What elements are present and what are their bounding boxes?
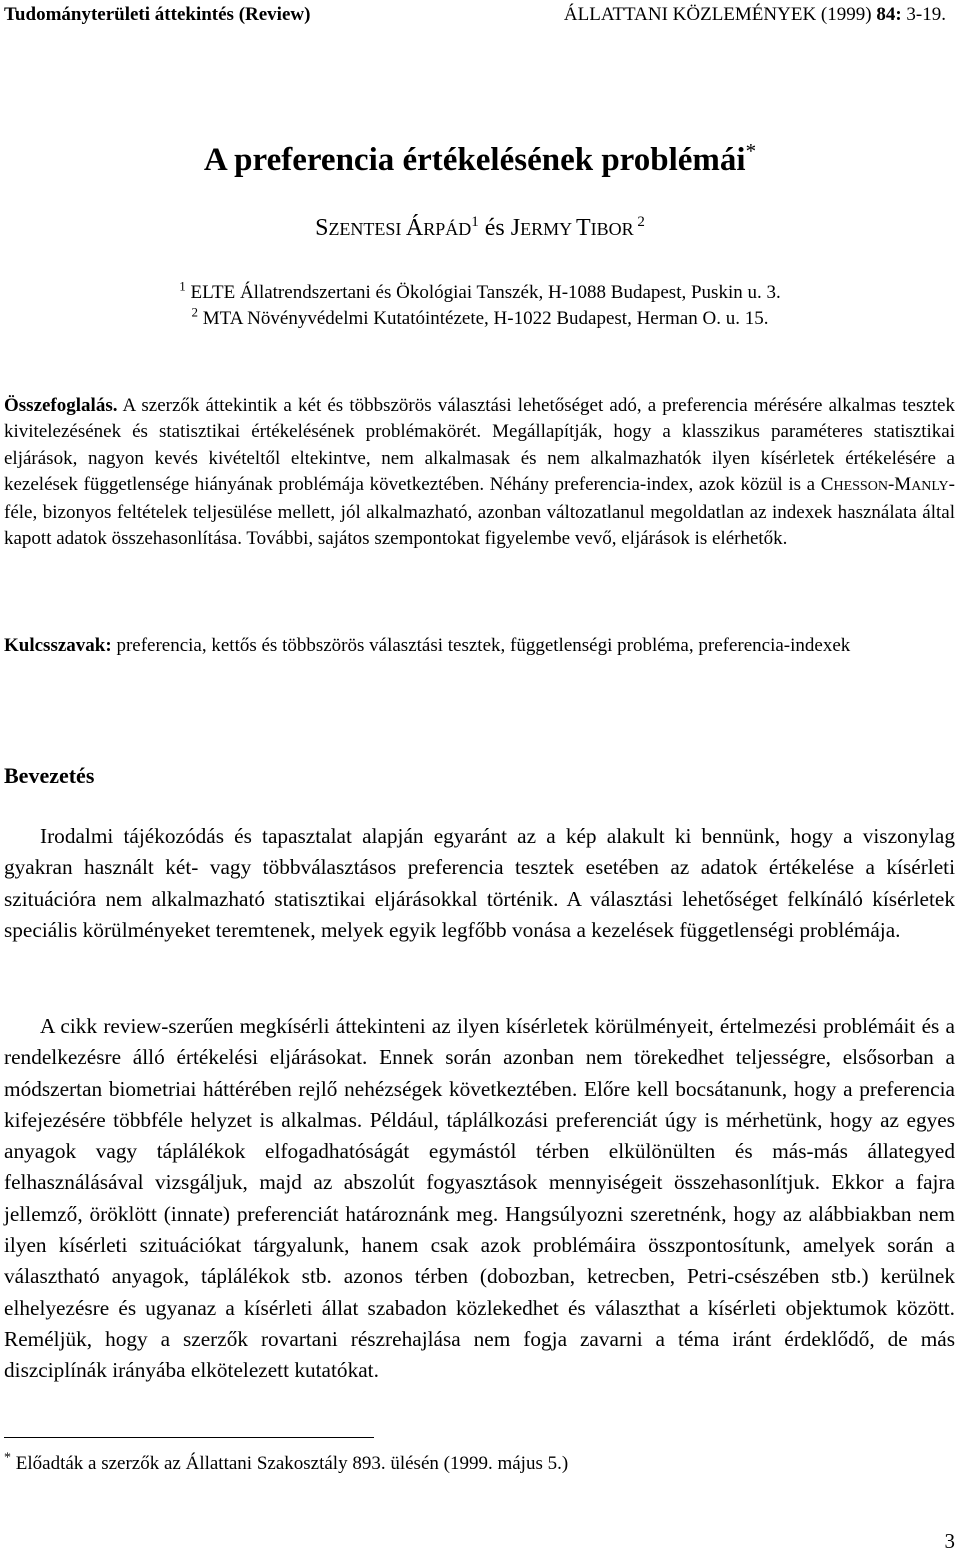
journal-name: ÁLLATTANI KÖZLEMÉNYEK (1999) bbox=[563, 4, 877, 25]
author2-surname-rest: ERMY bbox=[520, 219, 576, 239]
section-heading: Bevezetés bbox=[4, 763, 95, 788]
author2-given-rest: IBOR bbox=[590, 219, 634, 239]
journal-volume: 84: bbox=[876, 4, 902, 25]
footnote-text: Előadták a szerzők az Állattani Szakosztály 893. ülésén (1999. május 5.) bbox=[11, 1453, 569, 1474]
abstract-name-dash: - bbox=[887, 473, 895, 495]
keywords bbox=[4, 633, 955, 659]
author-conjunction: és bbox=[478, 215, 511, 241]
author2-initial: J bbox=[510, 215, 521, 241]
author1-given-rest: RPÁD bbox=[423, 219, 472, 239]
affiliation-2-marker: 2 bbox=[191, 304, 199, 320]
abstract-text-1: A szerzők áttekintik a két és többszörös választási lehetőséget adó, a preferencia mérésére alkalmas tesztek kivitelezésének és statisztikai értékelésének problémakörét. Megállapítják, hogy a klasszikus paraméteres statisztikai eljárások, nagyon kevés kivételtől eltekintve, nem alkalmasak és nem alkalmazhatók ilyen kísérletek értékelésére a kezelések függetlensége hiányának problémája következtében. Néhány preferencia-index, azok közül is a bbox=[4, 395, 955, 495]
journal-citation bbox=[564, 4, 946, 26]
article-type-label: Tudományterületi áttekintés (Review) bbox=[4, 4, 311, 25]
keywords-label: Kulcsszavak: bbox=[4, 635, 112, 656]
footnote bbox=[4, 1451, 568, 1477]
abstract-name1-rest: HESSON bbox=[833, 478, 888, 494]
keywords-text: preferencia, kettős és többszörös választási tesztek, függetlenségi probléma, preferencia-indexek bbox=[111, 635, 851, 656]
author1-surname-rest: ZENTESI bbox=[328, 219, 406, 239]
abstract-label: Összefoglalás. bbox=[4, 395, 118, 416]
affiliation-2-text: MTA Növényvédelmi Kutatóintézete, H-1022 Budapest, Herman O. u. 15. bbox=[198, 308, 769, 329]
article-title-text: A preferencia értékelésének problémái bbox=[203, 142, 746, 178]
body-paragraph-2: A cikk review-szerűen megkísérli áttekinteni az ilyen kísérletek körülményeit, értelmezési problémáit és a rendelkezésre álló értékelési eljárásokat. Ennek során azonban nem törekedhet teljességre, elsősorban a módszertan biometriai háttérében rejlő nehézségek következtében. Előre kell bocsátanunk, hogy a preferencia kifejezésére többféle helyzet is alkalmas. Például, táplálkozási preferenciát úgy is mérhetünk, hogy az egyes anyagok vagy táplálékok elfogadhatóságát egymástól térben elkülönülten és más-más állategyed felhasználásával vizsgáljuk, majd az abszolút fogyasztások mennyiségeit összehasonlítjuk. Ekkor a fajra jellemző, öröklött (innate) preferenciát határoznánk meg. Hangsúlyozni szeretnénk, hogy az alábbiakban nem ilyen kísérleti szituációkat tárgyalunk, hanem csak azok problémáira összpontosítunk, amelyek során a választható anyagok, táplálékok stb. azonos térben (dobozban, ketrecben, Petri-csészében stb.) kerülnek elhelyezésre és ugyanaz a kísérleti állat szabadon közlekedhet és választhat a kísérleti objektumok között. Reméljük, hogy a szerzők rovartani részrehajlása nem fogja zavarni a téma iránt érdeklődő, de más diszciplínák irányába elkötelezett kutatókat. bbox=[4, 1014, 955, 1383]
running-header bbox=[4, 4, 946, 26]
author1-given-initial: Á bbox=[405, 215, 424, 241]
article-title bbox=[0, 140, 960, 180]
footnote-marker: * bbox=[4, 1450, 11, 1466]
abstract bbox=[4, 393, 955, 553]
author2-affiliation-marker: 2 bbox=[633, 214, 645, 230]
title-footnote-marker: * bbox=[745, 139, 757, 163]
affiliation-2 bbox=[0, 304, 960, 331]
footnote-rule bbox=[4, 1437, 374, 1438]
affiliation-1-marker: 1 bbox=[179, 278, 186, 294]
abstract-name1-initial: C bbox=[820, 473, 834, 495]
page-number: 3 bbox=[944, 1529, 955, 1553]
journal-pages: 3-19. bbox=[901, 4, 946, 25]
author-line bbox=[0, 213, 960, 244]
abstract-name2-rest: ANLY bbox=[911, 478, 949, 494]
author1-initial: S bbox=[315, 215, 329, 241]
affiliation-1 bbox=[0, 278, 960, 305]
affiliation-1-text: ELTE Állatrendszertani és Ökológiai Tanszék, H-1088 Budapest, Puskin u. 3. bbox=[185, 282, 781, 303]
body-paragraph-1: Irodalmi tájékozódás és tapasztalat alapján egyaránt az a kép alakult ki bennünk, hogy a viszonylag gyakran használt két- vagy többválasztásos preferencia tesztek esetében az adatok értékelése a kísérleti szituációra nem alkalmazható statisztikai eljárásokkal történik. A választási lehetőséget felkínáló kísérletek speciális körülményeket teremtenek, melyek egyik legfőbb vonása a kezelések függetlenségi problémája. bbox=[4, 824, 955, 942]
author1-affiliation-marker: 1 bbox=[471, 214, 479, 230]
abstract-name2-initial: M bbox=[894, 473, 912, 495]
author2-given-initial: T bbox=[575, 215, 591, 241]
abstract-text-2: -féle, bizonyos feltételek teljesülése mellett, jól alkalmazható, azonban változatlanul megoldatlan az indexek használata által kapott adatok összehasonlítása. További, sajátos szempontokat figyelembe vevő, eljárások is elérhetők. bbox=[4, 473, 955, 550]
